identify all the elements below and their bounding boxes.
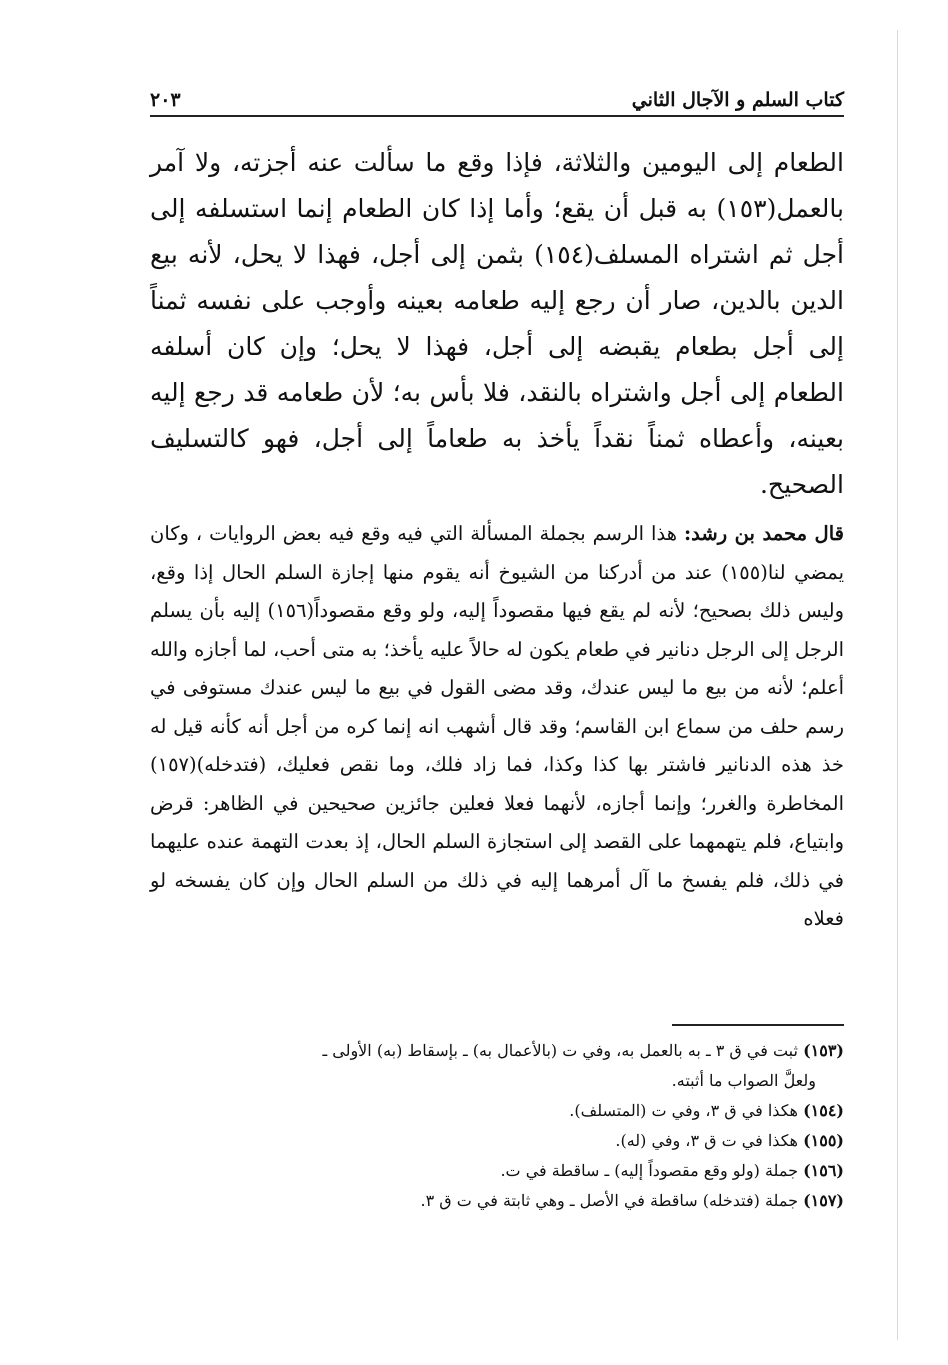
page-number: ٢٠٣: [150, 89, 181, 111]
footnote-number: (١٥٤): [803, 1101, 844, 1120]
footnote-text: هكذا في ت ق ٣، وفي (له).: [615, 1131, 798, 1150]
footnote-154: [150, 1096, 844, 1126]
footnote-153: [150, 1036, 844, 1096]
footnote-number: (١٥٥): [803, 1131, 844, 1150]
paragraph-2: [150, 515, 844, 939]
footnote-text: ثبت في ق ٣ ـ به بالعمل به، وفي ت (بالأعمال به) ـ بإسقاط (به) الأولى ـ: [322, 1041, 798, 1060]
footnotes-block: [150, 1036, 844, 1216]
paragraph-2-text: هذا الرسم بجملة المسألة التي فيه وقع فيه بعض الروايات ، وكان يمضي لنا(١٥٥) عند من أدركنا من الشيوخ أنه يقوم منها إجازة السلم الحال إذا وقع، وليس ذلك بصحيح؛ لأنه لم يقع فيها مقصوداً إليه، ولو وقع مقصوداً(١٥٦) إليه بأن يسلم الرجل إلى الرجل دنانير في طعام يكون له حالاً عليه يأخذ؛ به متى أحب، لما أجازه والله أعلم؛ لأنه من بيع ما ليس عندك، وقد مضى القول في بيع ما ليس عندك مستوفى في رسم حلف من سماع ابن القاسم؛ وقد قال أشهب انه إنما كره من أجل أنه كأنه قيل له خذ هذه الدنانير فاشتر بها كذا وكذا، فما زاد فلك، وما نقص فعليك، (فتدخله)(١٥٧) المخاطرة والغرر؛ وإنما أجازه، لأنهما فعلا فعلين جائزين صحيحين في الظاهر: قرض وابتياع، فلم يتهمهما على القصد إلى استجازة السلم الحال، إذ بعدت التهمة عنده عليهما في ذلك، فلم يفسخ ما آل أمرهما إليه في ذلك من السلم الحال وإن كان يفسخه لو فعلاه: [150, 522, 845, 930]
footnote-157: [150, 1186, 844, 1216]
page-edge-line: [897, 30, 898, 1340]
footnote-text: جملة (فتدخله) ساقطة في الأصل ـ وهي ثابتة في ت ق ٣.: [420, 1191, 798, 1210]
paragraph-1: الطعام إلى اليومين والثلاثة، فإذا وقع ما سألت عنه أجزته، ولا آمر بالعمل(١٥٣) به قبل أن يقع؛ وأما إذا كان الطعام إنما استسلفه إلى أجل ثم اشتراه المسلف(١٥٤) بثمن إلى أجل، فهذا لا يحل، لأنه بيع الدين بالدين، صار أن رجع إليه طعامه بعينه وأوجب على نفسه ثمناً إلى أجل بطعام يقبضه إلى أجل، فهذا لا يحل؛ وإن كان أسلفه الطعام إلى أجل واشتراه بالنقد، فلا بأس به؛ لأن طعامه قد رجع إليه بعينه، وأعطاه ثمناً نقداً يأخذ به طعاماً إلى أجل، فهو كالتسليف الصحيح.: [150, 148, 844, 499]
book-title: كتاب السلم و الآجال الثاني: [631, 89, 844, 111]
footnote-155: [150, 1126, 844, 1156]
running-header: [150, 85, 844, 117]
footnote-number: (١٥٣): [803, 1041, 844, 1060]
footnote-156: [150, 1156, 844, 1186]
footnote-text: هكذا في ق ٣، وفي ت (المتسلف).: [569, 1101, 798, 1120]
footnote-continuation: ولعلَّ الصواب ما أثبته.: [671, 1071, 816, 1090]
speaker-label: قال محمد بن رشد:: [683, 522, 844, 545]
footnote-number: (١٥٦): [803, 1161, 844, 1180]
footnote-text: جملة (ولو وقع مقصوداً إليه) ـ ساقطة في ت.: [500, 1161, 798, 1180]
footnote-divider: [672, 1024, 844, 1026]
footnote-number: (١٥٧): [803, 1191, 844, 1210]
